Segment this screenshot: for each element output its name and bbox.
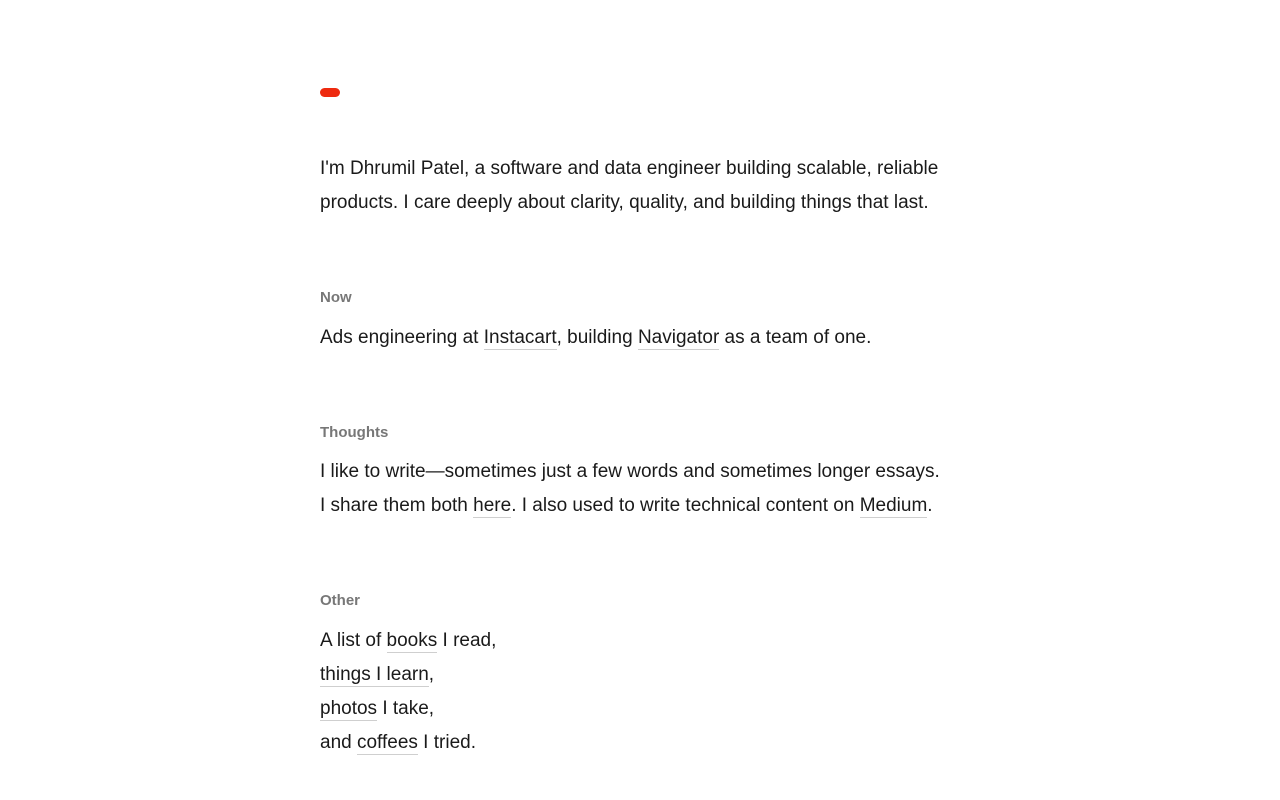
thoughts-line (320, 489, 980, 523)
now-paragraph (320, 321, 980, 355)
thoughts-text: I share them both (320, 495, 474, 516)
thoughts-text: . I also used to write technical content on (511, 495, 860, 516)
other-line (320, 624, 980, 658)
home-logo[interactable] (320, 88, 340, 97)
other-text: I read, (437, 630, 497, 651)
other-line (320, 692, 980, 726)
section-label-other: Other (320, 592, 361, 609)
other-line (320, 726, 980, 760)
medium-link[interactable]: Medium (859, 495, 928, 516)
other-text: , (428, 664, 435, 685)
books-link[interactable]: books (386, 630, 438, 651)
thoughts-text: . (927, 495, 933, 516)
intro-line: products. I care deeply about clarity, quality, and building things that last. (320, 192, 929, 213)
things-i-learn-link[interactable]: things I learn (320, 664, 429, 685)
intro-paragraph (320, 152, 980, 220)
now-text: as a team of one. (719, 327, 872, 348)
now-text: Ads engineering at (320, 327, 484, 348)
thoughts-paragraph (320, 455, 980, 523)
thoughts-line: I like to write—sometimes just a few words and sometimes longer essays. (320, 461, 940, 482)
other-line (320, 658, 980, 692)
other-text: I tried. (417, 732, 476, 753)
other-text: I take, (377, 698, 435, 719)
other-text: A list of (320, 630, 387, 651)
section-label-now: Now (320, 289, 352, 306)
here-link[interactable]: here (473, 495, 512, 516)
now-text: , building (556, 327, 638, 348)
coffees-link[interactable]: coffees (356, 732, 418, 753)
navigator-link[interactable]: Navigator (637, 327, 720, 348)
section-label-thoughts: Thoughts (320, 424, 389, 441)
intro-line: I'm Dhrumil Patel, a software and data engineer building scalable, reliable (320, 158, 939, 179)
photos-link[interactable]: photos (320, 698, 378, 719)
other-paragraph (320, 624, 980, 760)
other-text: and (320, 732, 357, 753)
instacart-link[interactable]: Instacart (483, 327, 557, 348)
